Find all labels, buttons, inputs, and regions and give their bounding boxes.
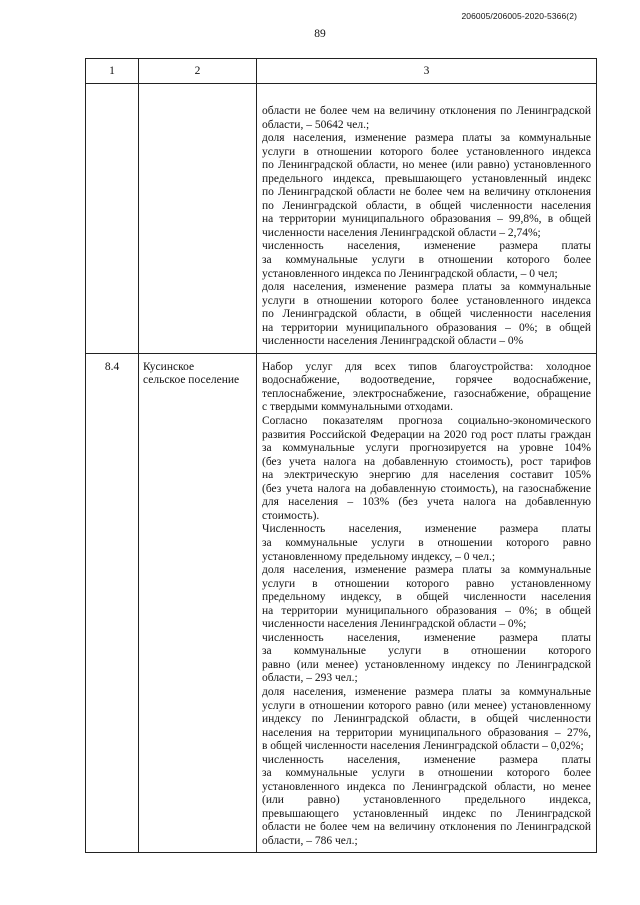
text-line: на территории муниципального образования – 0%; в общей <box>262 321 591 334</box>
text-line: по Ленинградской области, в общей численности населения <box>262 308 591 321</box>
settlement-name <box>139 353 257 852</box>
text-line: на территории муниципального образования – 99,8%, в общей <box>262 213 591 226</box>
text-line: области не более чем на величину отклонения по Ленинградской <box>262 821 591 834</box>
text-line: за коммунальные услуги в отношении которого более <box>262 767 591 780</box>
text-line: численности населения Ленинградской области – 2,74%; <box>262 226 541 239</box>
text-line: по Ленинградской области не более чем на величину отклонения <box>262 186 591 199</box>
text-line: для населения – 103% (без учета налога на добавленную <box>262 496 591 509</box>
text-line: за коммунальные услуги в отношении которого <box>262 645 591 658</box>
column-header-1: 1 <box>86 59 139 84</box>
row-text-body <box>262 361 591 849</box>
text-line: доля населения, изменение размера платы за коммунальные <box>262 281 591 294</box>
text-line: установленного индекса по Ленинградской области, но менее <box>262 780 591 793</box>
text-line: установленному предельному индексу, – 0 чел.; <box>262 550 496 563</box>
text-line: услуги в отношении которого более установленного индекса <box>262 294 591 307</box>
text-line: по Ленинградской области, в общей численности населения <box>262 199 591 212</box>
table-header-row <box>86 59 597 84</box>
text-line: Численность населения, изменение размера платы <box>262 523 591 536</box>
text-line: доля населения, изменение размера платы за коммунальные <box>262 685 591 698</box>
text-line: за коммунальные услуги в отношении которого равно <box>262 536 591 549</box>
text-line: установленного индекса по Ленинградской области, – 0 чел; <box>262 267 558 280</box>
text-line: стоимость). <box>262 509 320 522</box>
text-line: численность населения, изменение размера платы <box>262 753 591 766</box>
text-line: услуги в отношении которого более установленного индекса <box>262 145 591 158</box>
document-code: 206005/206005-2020-5366(2) <box>461 11 577 21</box>
text-line: по Ленинградской области, но менее (или равно) установленного <box>262 159 591 172</box>
text-line: предельному индексу, в общей численности населения <box>262 591 591 604</box>
text-line: услуги в отношении которого равно установленному <box>262 577 591 590</box>
text-line: за коммунальные услуги в отношении которого более <box>262 254 591 267</box>
text-line: услуги в отношении которого равно (или менее) установленному <box>262 699 591 712</box>
row-number <box>86 84 139 354</box>
document-table <box>85 58 597 853</box>
text-line: теплоснабжение, электроснабжение, газоснабжение, обращение <box>262 387 591 400</box>
row-text <box>257 353 597 852</box>
text-line: области не более чем на величину отклонения по Ленинградской <box>262 105 591 117</box>
text-line: численность населения, изменение размера платы <box>262 240 591 253</box>
text-line: за коммунальные услуги прогнозируется на уровне 104% <box>262 442 591 455</box>
text-line: предельного индекса, превышающего установленный индекс <box>262 172 591 185</box>
text-line: равно (или менее) установленному индексу по Ленинградской <box>262 658 591 671</box>
text-line: индексу по Ленинградской области, в общей численности <box>262 713 591 726</box>
text-line: (без учета налога на добавленную стоимость), на газоснабжение <box>262 482 591 495</box>
text-line: области, – 786 чел.; <box>262 834 358 847</box>
text-line: в общей численности населения Ленинградской области – 0,02%; <box>262 740 584 753</box>
text-line: области, – 50642 чел.; <box>262 118 370 131</box>
text-line: на территории муниципального образования – 0%; в общей <box>262 604 591 617</box>
text-line: доля населения, изменение размера платы за коммунальные <box>262 564 591 577</box>
text-line: водоснабжение, водоотведение, горячее водоснабжение, <box>262 374 591 387</box>
page-number: 89 <box>314 28 326 40</box>
row-number: 8.4 <box>86 353 139 852</box>
column-header-3: 3 <box>257 59 597 84</box>
text-line: численность населения, изменение размера платы <box>262 631 591 644</box>
text-line: Согласно показателям прогноза социально-экономического <box>262 415 591 428</box>
table-row <box>86 84 597 354</box>
text-line: превышающего установленный индекс по Ленинградской <box>262 807 591 820</box>
settlement-name-line: сельское поселение <box>143 374 240 387</box>
column-header-2: 2 <box>139 59 257 84</box>
text-line: населения на территории муниципального образования – 27%, <box>262 726 591 739</box>
settlement-name-line: Кусинское <box>143 360 195 373</box>
text-line: численности населения Ленинградской области – 0%; <box>262 618 527 631</box>
text-line: Набор услуг для всех типов благоустройства: холодное <box>262 360 591 373</box>
text-line: (или равно) установленного предельного индекса, <box>262 794 591 807</box>
table-row <box>86 353 597 852</box>
text-line: (без учета налога на добавленную стоимость), рост тарифов <box>262 455 591 468</box>
row-text <box>257 84 597 354</box>
text-line: развития Российской Федерации на 2020 год рост платы граждан <box>262 428 591 441</box>
settlement-name <box>139 84 257 354</box>
text-line: с твердыми коммунальными отходами. <box>262 401 453 414</box>
row-text-body <box>262 105 591 349</box>
text-line: на электрическую энергию для населения составит 105% <box>262 469 591 482</box>
text-line: численности населения Ленинградской области – 0% <box>262 335 524 348</box>
text-line: области, – 293 чел.; <box>262 672 358 685</box>
text-line: доля населения, изменение размера платы за коммунальные <box>262 132 591 145</box>
